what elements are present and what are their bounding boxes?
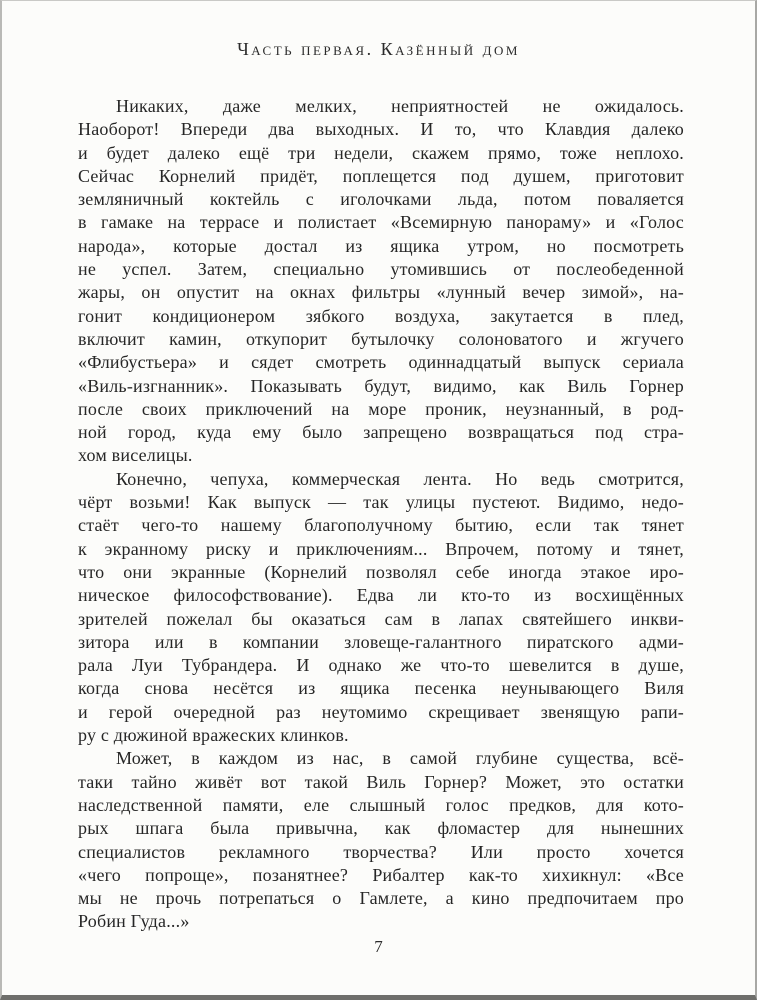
text-line: жары, он опустит на окнах фильтры «лунный вечер зимой», на- [78, 282, 684, 303]
text-line: ру с дюжиной вражеских клинков. [78, 725, 349, 746]
text-line: зитора или в компании зловеще-галантного пиратского адми- [78, 631, 684, 652]
text-line: земляничный коктейль с иголочками льда, потом поваляется [78, 189, 684, 210]
page-body [78, 95, 684, 934]
text-line: и герой очередной раз неутомимо скрещивает звенящую рапи- [78, 701, 684, 722]
text-line: мы не прочь потрепаться о Гамлете, а кино предпочитаем про [78, 888, 684, 909]
text-line: Робин Гуда...» [78, 911, 190, 932]
page-number: 7 [374, 937, 383, 956]
text-line: стаёт чего-то нашему благополучному бытию, если так тянет [78, 515, 684, 536]
text-line: рых шпага была привычна, как фломастер для нынешних [78, 818, 684, 839]
text-line: таки тайно живёт вот такой Виль Горнер? Может, это остатки [78, 771, 684, 792]
text-line: зрителей пожелал бы оказаться сам в лапах святейшего инкви- [78, 608, 684, 629]
text-line: когда снова несётся из ящика песенка неунывающего Виля [78, 678, 684, 699]
chapter-header: Часть первая. Казённый дом [237, 39, 520, 59]
text-line: «Флибустьера» и сядет смотреть одиннадцатый выпуск сериала [78, 352, 684, 373]
text-line: «чего попроще», позанятнее? Рибалтер как-то хихикнул: «Все [78, 864, 684, 885]
text-line: Может, в каждом из нас, в самой глубине существа, всё- [116, 748, 684, 769]
text-line: народа», которые достал из ящика утром, но посмотреть [78, 235, 684, 256]
text-line: ной город, куда ему было запрещено возвращаться под стра- [78, 422, 684, 443]
text-line: Никаких, даже мелких, неприятностей не ожидалось. [116, 96, 684, 116]
text-line: чёрт возьми! Как выпуск — так улицы пустеют. Видимо, недо- [78, 492, 684, 513]
text-line: включит камин, откупорит бутылочку солоноватого и жгучего [78, 328, 684, 349]
text-line: хом виселицы. [78, 445, 193, 466]
text-line: и будет далеко ещё три недели, скажем прямо, тоже неплохо. [78, 142, 684, 163]
text-line: к экранному риску и приключениям... Впрочем, потому и тянет, [78, 538, 684, 559]
text-line: гонит кондиционером зябкого воздуха, закутается в плед, [78, 305, 684, 326]
text-line: специалистов рекламного творчества? Или просто хочется [78, 841, 684, 862]
text-line: Наоборот! Впереди два выходных. И то, что Клавдия далеко [78, 119, 684, 140]
text-line: наследственной памяти, еле слышный голос предков, для кото- [78, 794, 684, 815]
text-line: что они экранные (Корнелий позволял себе иногда этакое иро- [78, 561, 684, 582]
text-line: после своих приключений на море проник, неузнанный, в род- [78, 398, 684, 419]
text-line: Конечно, чепуха, коммерческая лента. Но ведь смотрится, [116, 468, 684, 489]
text-line: рала Луи Тубрандера. И однако же что-то шевелится в душе, [78, 655, 684, 676]
text-line: в гамаке на террасе и полистает «Всемирную панораму» и «Голос [78, 212, 684, 233]
text-line: не успел. Затем, специально утомившись от послеобеденной [78, 259, 684, 280]
text-line: ническое философствование). Едва ли кто-то из восхищённых [78, 585, 684, 606]
text-line: Сейчас Корнелий придёт, поплещется под душем, приготовит [78, 165, 684, 186]
text-line: «Виль-изгнанник». Показывать будут, видимо, как Виль Горнер [78, 375, 684, 396]
